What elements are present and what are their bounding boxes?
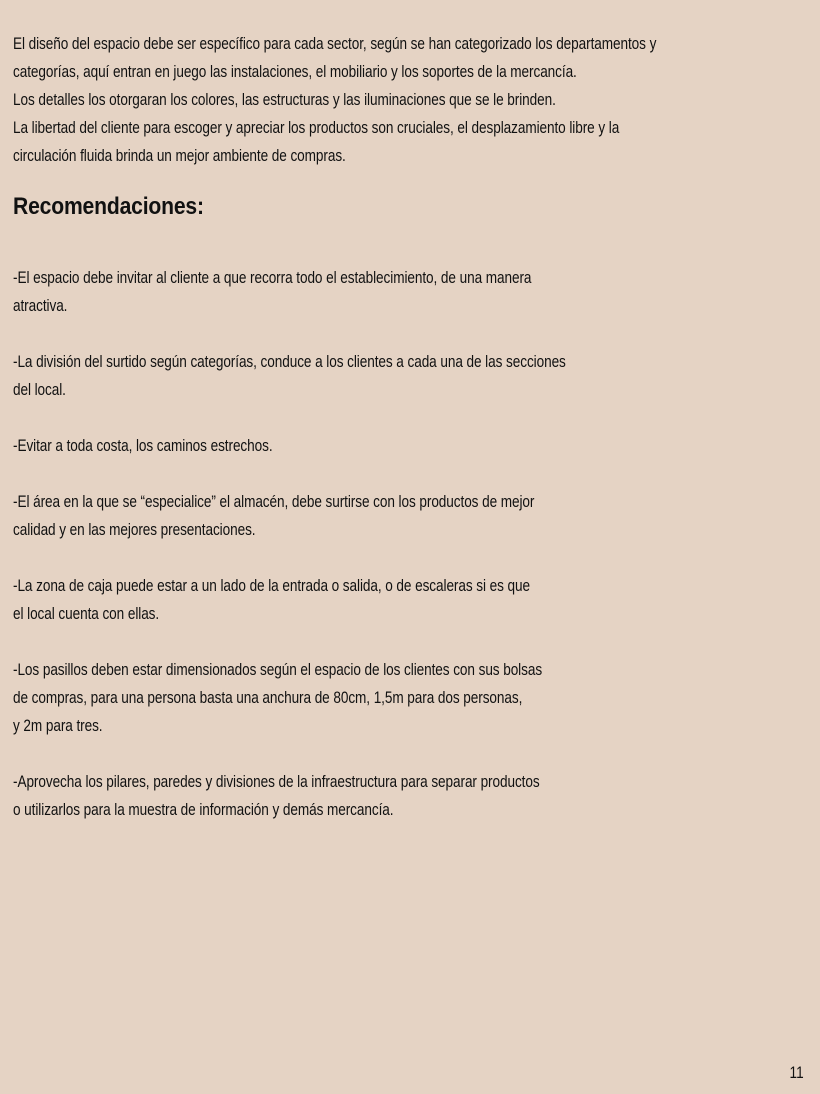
recommendation-line: -Los pasillos deben estar dimensionados según el espacio de los clientes con sus bolsas <box>13 660 543 679</box>
recommendation-line: -El espacio debe invitar al cliente a que recorra todo el establecimiento, de una manera <box>13 268 532 287</box>
recommendation-line: calidad y en las mejores presentaciones. <box>13 520 256 539</box>
recommendation-item <box>13 348 793 404</box>
intro-line: categorías, aquí entran en juego las instalaciones, el mobiliario y los soportes de la mercancía. <box>13 62 577 81</box>
recommendation-line: el local cuenta con ellas. <box>13 604 160 623</box>
recommendation-line: y 2m para tres. <box>13 716 103 735</box>
intro-line: circulación fluida brinda un mejor ambiente de compras. <box>13 146 346 165</box>
recommendation-line: del local. <box>13 380 66 399</box>
recommendation-line: -Evitar a toda costa, los caminos estrechos. <box>13 436 273 455</box>
recommendation-line: atractiva. <box>13 296 68 315</box>
recommendations-list <box>13 264 793 852</box>
recommendation-item <box>13 768 793 824</box>
intro-paragraph <box>13 30 803 170</box>
recommendations-heading: Recomendaciones: <box>13 193 204 220</box>
recommendation-line: -La división del surtido según categorías, conduce a los clientes a cada una de las secciones <box>13 352 566 371</box>
recommendation-item <box>13 432 793 460</box>
recommendation-line: -Aprovecha los pilares, paredes y divisiones de la infraestructura para separar productos <box>13 772 540 791</box>
recommendation-line: -La zona de caja puede estar a un lado de la entrada o salida, o de escaleras si es que <box>13 576 530 595</box>
intro-line: La libertad del cliente para escoger y apreciar los productos son cruciales, el desplazamiento libre y la <box>13 118 620 137</box>
recommendation-line: de compras, para una persona basta una anchura de 80cm, 1,5m para dos personas, <box>13 688 523 707</box>
recommendation-item <box>13 264 793 320</box>
intro-line: Los detalles los otorgaran los colores, las estructuras y las iluminaciones que se le brinden. <box>13 90 556 109</box>
recommendation-line: -El área en la que se “especialice” el almacén, debe surtirse con los productos de mejor <box>13 492 535 511</box>
recommendation-item <box>13 656 793 740</box>
recommendation-item <box>13 488 793 544</box>
recommendation-line: o utilizarlos para la muestra de información y demás mercancía. <box>13 800 394 819</box>
page-number: 11 <box>789 1063 804 1082</box>
recommendation-item <box>13 572 793 628</box>
intro-line: El diseño del espacio debe ser específico para cada sector, según se han categorizado los departamentos y <box>13 34 657 53</box>
